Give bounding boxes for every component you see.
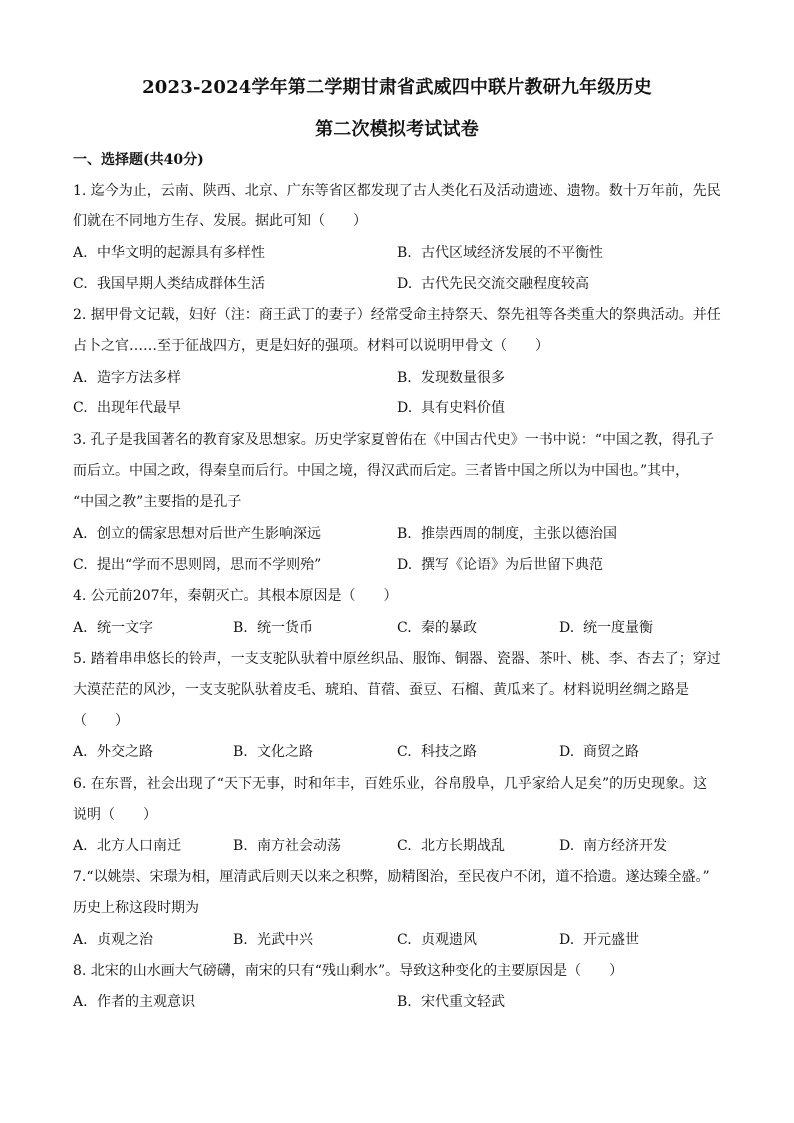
option-text: 统一货币 — [257, 620, 313, 636]
option-b[interactable] — [397, 992, 505, 1012]
option-text: 中华文明的起源具有多样性 — [97, 245, 265, 261]
option-text: 北方长期战乱 — [421, 838, 505, 854]
option-b[interactable] — [397, 243, 603, 263]
option-text: 出现年代最早 — [97, 400, 181, 416]
question-text-line: 8. 北宋的山水画大气磅礴，南宋的只有“残山剩水”。导致这种变化的主要原因是（ ） — [73, 963, 624, 979]
option-text: 古代先民交流交融程度较高 — [421, 276, 589, 292]
option-a[interactable] — [73, 836, 181, 856]
option-text: 南方社会动荡 — [257, 838, 341, 854]
option-a[interactable] — [73, 618, 153, 638]
option-text: 古代区域经济发展的不平衡性 — [421, 245, 603, 261]
question-text-line: 1. 迄今为止，云南、陕西、北京、广东等省区都发现了古人类化石及活动遗迹、遗物。数十万年前，先民 — [73, 183, 721, 199]
option-text: 统一度量衡 — [583, 620, 653, 636]
option-letter: D. — [559, 932, 575, 948]
option-letter: A. — [73, 838, 88, 854]
question-text-line: 3. 孔子是我国著名的教育家及思想家。历史学家夏曾佑在《中国古代史》一书中说：“中国之教，得孔子 — [73, 432, 714, 448]
option-c[interactable] — [397, 742, 477, 762]
question-text-line: “中国之教”主要指的是孔子 — [73, 494, 242, 510]
option-a[interactable] — [73, 930, 153, 950]
option-d[interactable] — [559, 618, 653, 638]
option-c[interactable] — [73, 398, 181, 418]
question-text-line: 7.“以姚崇、宋璟为相，厘清武后则天以来之积弊，励精图治，至民夜户不闭，道不拾遗。遂达臻全盛。” — [73, 869, 710, 885]
option-b[interactable] — [233, 836, 341, 856]
question-text-line: 5. 踏着串串悠长的铃声，一支支驼队驮着中原丝织品、服饰、铜器、瓷器、茶叶、桃、李、杏去了；穿过 — [73, 651, 721, 667]
option-letter: A. — [73, 245, 88, 261]
question-text-line: 而后立。中国之政，得秦皇而后行。中国之境，得汉武而后定。三者皆中国之所以为中国也。”其中， — [73, 463, 690, 479]
option-b[interactable] — [233, 742, 313, 762]
option-text: 开元盛世 — [583, 932, 639, 948]
option-text: 北方人口南迁 — [97, 838, 181, 854]
question-text-line: 说明（ ） — [73, 807, 157, 823]
option-letter: A. — [73, 744, 88, 760]
option-c[interactable] — [73, 555, 321, 575]
option-letter: A. — [73, 370, 88, 386]
option-text: 宋代重文轻武 — [421, 994, 505, 1010]
option-text: 贞观遗风 — [421, 932, 477, 948]
option-letter: B. — [397, 245, 412, 261]
option-letter: B. — [233, 620, 248, 636]
option-text: 外交之路 — [97, 744, 153, 760]
option-d[interactable] — [397, 398, 505, 418]
option-letter: D. — [559, 620, 575, 636]
section-heading: 一、选择题(共40分) — [73, 152, 204, 168]
option-letter: C. — [73, 276, 88, 292]
option-d[interactable] — [397, 274, 589, 294]
option-d[interactable] — [559, 836, 667, 856]
option-text: 南方经济开发 — [583, 838, 667, 854]
option-b[interactable] — [233, 930, 313, 950]
option-text: 统一文字 — [97, 620, 153, 636]
option-d[interactable] — [397, 555, 603, 575]
option-a[interactable] — [73, 524, 321, 544]
option-letter: D. — [397, 276, 413, 292]
option-d[interactable] — [559, 930, 639, 950]
option-text: 商贸之路 — [583, 744, 639, 760]
option-letter: B. — [233, 932, 248, 948]
option-letter: B. — [233, 838, 248, 854]
question-text-line: 2. 据甲骨文记载，妇好（注：商王武丁的妻子）经常受命主持祭天、祭先祖等各类重大的祭典活动。并任 — [73, 307, 721, 323]
option-text: 提出“学而不思则罔，思而不学则殆” — [97, 557, 322, 573]
option-letter: A. — [73, 994, 88, 1010]
option-c[interactable] — [397, 836, 505, 856]
option-a[interactable] — [73, 742, 153, 762]
option-letter: B. — [397, 994, 412, 1010]
option-text: 创立的儒家思想对后世产生影响深远 — [97, 526, 321, 542]
option-letter: B. — [397, 370, 412, 386]
option-text: 推崇西周的制度，主张以德治国 — [421, 526, 617, 542]
option-b[interactable] — [397, 524, 617, 544]
option-letter: C. — [397, 744, 412, 760]
option-text: 作者的主观意识 — [97, 994, 195, 1010]
option-text: 具有史料价值 — [421, 400, 505, 416]
option-text: 秦的暴政 — [421, 620, 477, 636]
option-letter: C. — [73, 400, 88, 416]
question-text-line: 6. 在东晋，社会出现了“天下无事，时和年丰，百姓乐业，谷帛殷阜，几乎家给人足矣”的历史现象。这 — [73, 776, 708, 792]
option-text: 文化之路 — [257, 744, 313, 760]
exam-title-line-1: 2023-2024学年第二学期甘肃省武威四中联片教研九年级历史 — [142, 77, 652, 98]
option-c[interactable] — [397, 930, 477, 950]
option-letter: C. — [397, 932, 412, 948]
question-text-line: 们就在不同地方生存、发展。据此可知（ ） — [73, 213, 367, 229]
option-text: 发现数量很多 — [421, 370, 505, 386]
option-letter: A. — [73, 620, 88, 636]
option-letter: B. — [233, 744, 248, 760]
question-text-line: 历史上称这段时期为 — [73, 900, 199, 916]
exam-title-line-2: 第二次模拟考试试卷 — [315, 119, 479, 140]
option-c[interactable] — [73, 274, 265, 294]
option-text: 我国早期人类结成群体生活 — [97, 276, 265, 292]
option-a[interactable] — [73, 992, 195, 1012]
option-text: 光武中兴 — [257, 932, 313, 948]
question-text-line: 4. 公元前207年，秦朝灭亡。其根本原因是（ ） — [73, 588, 398, 604]
option-text: 造字方法多样 — [97, 370, 181, 386]
option-text: 科技之路 — [421, 744, 477, 760]
option-letter: D. — [397, 557, 413, 573]
option-b[interactable] — [397, 368, 505, 388]
option-a[interactable] — [73, 368, 181, 388]
option-letter: A. — [73, 932, 88, 948]
question-text-line: （ ） — [73, 713, 129, 729]
question-text-line: 大漠茫茫的风沙，一支支驼队驮着皮毛、琥珀、苜蓿、蚕豆、石榴、黄瓜来了。材料说明丝绸之路是 — [73, 682, 689, 698]
option-text: 贞观之治 — [97, 932, 153, 948]
option-letter: A. — [73, 526, 88, 542]
option-letter: C. — [397, 838, 412, 854]
option-b[interactable] — [233, 618, 313, 638]
option-letter: C. — [397, 620, 412, 636]
option-letter: B. — [397, 526, 412, 542]
question-text-line: 占卜之官……至于征战四方，更是妇好的强项。材料可以说明甲骨文（ ） — [73, 338, 549, 354]
option-letter: C. — [73, 557, 88, 573]
option-letter: D. — [559, 838, 575, 854]
option-d[interactable] — [559, 742, 639, 762]
option-c[interactable] — [397, 618, 477, 638]
option-a[interactable] — [73, 243, 265, 263]
option-text: 撰写《论语》为后世留下典范 — [421, 557, 603, 573]
option-letter: D. — [559, 744, 575, 760]
option-letter: D. — [397, 400, 413, 416]
